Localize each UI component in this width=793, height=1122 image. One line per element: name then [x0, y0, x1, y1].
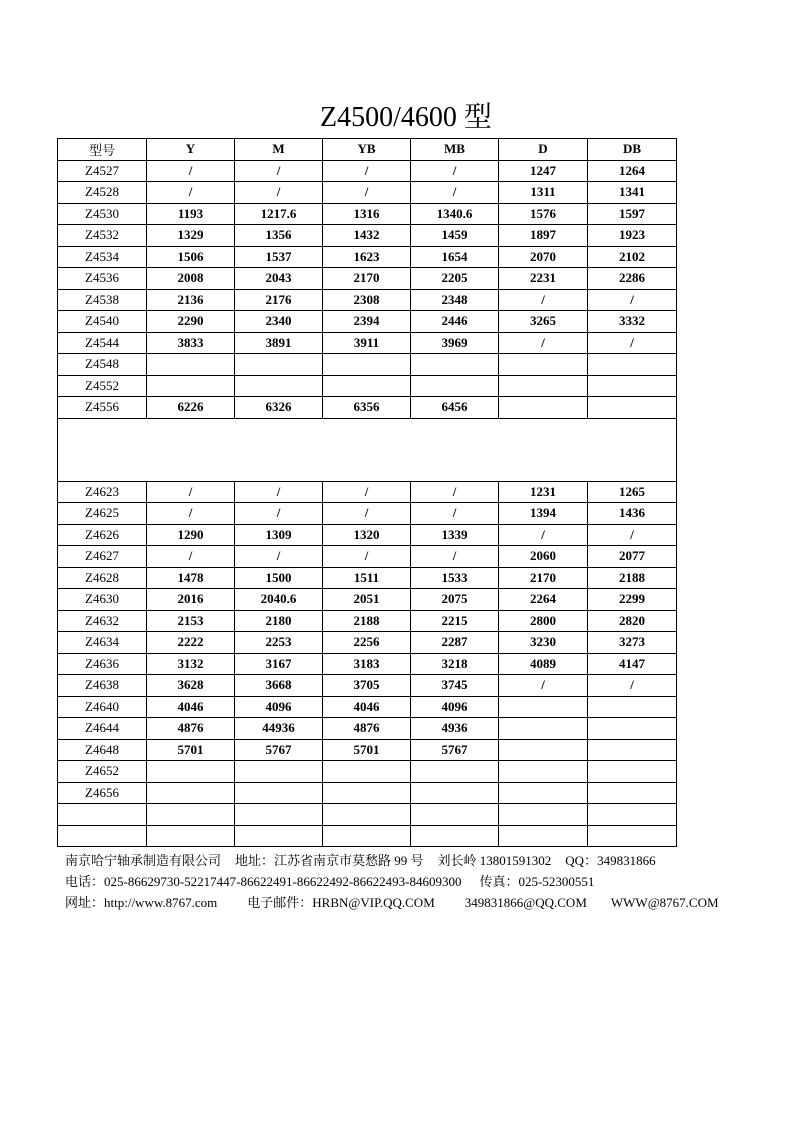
price-cell: 4096	[411, 696, 499, 718]
fax-number: 传真：025-52300551	[479, 874, 595, 889]
price-cell: 2051	[323, 589, 411, 611]
price-cell: 1897	[499, 225, 588, 247]
model-cell: Z4528	[58, 182, 147, 204]
model-cell: Z4638	[58, 675, 147, 697]
footer	[65, 850, 719, 913]
price-cell: /	[147, 481, 235, 503]
price-cell	[411, 354, 499, 376]
price-cell: 1623	[323, 246, 411, 268]
price-cell	[588, 804, 677, 826]
price-cell: 2287	[411, 632, 499, 654]
model-cell: Z4538	[58, 289, 147, 311]
price-cell: 2340	[235, 311, 323, 333]
table-row	[58, 481, 677, 503]
table-row	[58, 610, 677, 632]
price-cell: 4096	[235, 696, 323, 718]
price-cell	[499, 782, 588, 804]
price-cell: 6326	[235, 397, 323, 419]
price-cell: 3183	[323, 653, 411, 675]
model-cell: Z4648	[58, 739, 147, 761]
model-cell: Z4623	[58, 481, 147, 503]
price-cell	[588, 718, 677, 740]
price-cell	[588, 696, 677, 718]
price-cell	[588, 782, 677, 804]
price-cell: 1320	[323, 524, 411, 546]
model-cell: Z4536	[58, 268, 147, 290]
column-header: 型号	[58, 139, 147, 161]
price-cell: /	[499, 289, 588, 311]
qq-number: QQ：349831866	[565, 853, 656, 868]
price-cell	[235, 761, 323, 783]
price-cell: 3911	[323, 332, 411, 354]
price-cell: /	[235, 546, 323, 568]
price-cell: 1459	[411, 225, 499, 247]
price-cell: 2348	[411, 289, 499, 311]
price-cell: /	[588, 289, 677, 311]
company-address: 地址：江苏省南京市莫愁路 99 号	[235, 853, 424, 868]
model-cell: Z4540	[58, 311, 147, 333]
table-row	[58, 160, 677, 182]
price-cell: 1500	[235, 567, 323, 589]
price-cell: /	[323, 503, 411, 525]
price-cell	[499, 761, 588, 783]
price-cell: 6356	[323, 397, 411, 419]
price-cell: 4876	[147, 718, 235, 740]
price-cell: 1247	[499, 160, 588, 182]
model-cell: Z4548	[58, 354, 147, 376]
price-cell	[323, 825, 411, 847]
price-cell: 1511	[323, 567, 411, 589]
model-cell: Z4630	[58, 589, 147, 611]
price-cell	[588, 375, 677, 397]
model-cell: Z4652	[58, 761, 147, 783]
model-cell: Z4556	[58, 397, 147, 419]
price-cell: /	[235, 481, 323, 503]
phone-numbers: 电话：025-86629730-52217447-86622491-86622492-86622493-84609300	[65, 874, 462, 889]
price-cell: 1341	[588, 182, 677, 204]
model-cell: Z4640	[58, 696, 147, 718]
model-cell: Z4634	[58, 632, 147, 654]
table-row	[58, 782, 677, 804]
price-cell: 5701	[323, 739, 411, 761]
price-cell: 3628	[147, 675, 235, 697]
price-cell: 3668	[235, 675, 323, 697]
price-cell: 3705	[323, 675, 411, 697]
price-cell: 1533	[411, 567, 499, 589]
model-cell: Z4636	[58, 653, 147, 675]
price-cell: 2286	[588, 268, 677, 290]
price-cell	[323, 804, 411, 826]
price-cell	[235, 825, 323, 847]
price-cell: 4046	[323, 696, 411, 718]
price-cell: 4046	[147, 696, 235, 718]
price-cell: 1329	[147, 225, 235, 247]
price-cell: 1231	[499, 481, 588, 503]
price-cell	[588, 825, 677, 847]
table-row	[58, 589, 677, 611]
model-cell: Z4532	[58, 225, 147, 247]
price-cell	[499, 354, 588, 376]
price-cell	[411, 761, 499, 783]
table-row	[58, 311, 677, 333]
price-cell	[499, 804, 588, 826]
price-cell: 1576	[499, 203, 588, 225]
table-row	[58, 546, 677, 568]
price-cell: 2153	[147, 610, 235, 632]
price-cell	[235, 375, 323, 397]
price-cell: 2188	[323, 610, 411, 632]
price-cell: 2394	[323, 311, 411, 333]
price-cell	[499, 718, 588, 740]
table-row	[58, 804, 677, 826]
price-cell	[588, 397, 677, 419]
model-cell	[58, 825, 147, 847]
table-row	[58, 718, 677, 740]
table-row	[58, 268, 677, 290]
model-cell: Z4527	[58, 160, 147, 182]
model-cell: Z4626	[58, 524, 147, 546]
table-row	[58, 739, 677, 761]
price-cell: 2205	[411, 268, 499, 290]
price-cell	[499, 739, 588, 761]
price-cell: 1290	[147, 524, 235, 546]
price-cell: 3218	[411, 653, 499, 675]
price-cell: 3230	[499, 632, 588, 654]
price-cell: 2075	[411, 589, 499, 611]
page-title: Z4500/4600 型	[320, 102, 492, 133]
price-cell: 3167	[235, 653, 323, 675]
price-cell: 3273	[588, 632, 677, 654]
price-cell	[411, 804, 499, 826]
table-row	[58, 225, 677, 247]
table-row	[58, 203, 677, 225]
price-cell	[235, 782, 323, 804]
separator-cell	[58, 418, 677, 481]
price-cell: 5701	[147, 739, 235, 761]
price-cell: /	[323, 160, 411, 182]
table-row	[58, 653, 677, 675]
price-cell: 2170	[323, 268, 411, 290]
price-cell: 2176	[235, 289, 323, 311]
price-cell: 2800	[499, 610, 588, 632]
column-header: YB	[323, 139, 411, 161]
price-cell: 2290	[147, 311, 235, 333]
price-cell: /	[323, 481, 411, 503]
price-cell: 3132	[147, 653, 235, 675]
model-cell: Z4627	[58, 546, 147, 568]
price-cell: 1356	[235, 225, 323, 247]
table-row	[58, 524, 677, 546]
price-cell: 2043	[235, 268, 323, 290]
table-row	[58, 397, 677, 419]
price-cell	[588, 761, 677, 783]
price-cell	[235, 804, 323, 826]
table-row	[58, 375, 677, 397]
price-cell: /	[411, 481, 499, 503]
price-cell	[411, 375, 499, 397]
column-header: Y	[147, 139, 235, 161]
table-row	[58, 503, 677, 525]
price-cell: 3969	[411, 332, 499, 354]
contact-person: 刘长岭 13801591302	[437, 853, 552, 868]
price-cell: 1217.6	[235, 203, 323, 225]
model-cell: Z4632	[58, 610, 147, 632]
price-cell	[588, 354, 677, 376]
price-cell: 2308	[323, 289, 411, 311]
table-row	[58, 825, 677, 847]
price-cell	[147, 782, 235, 804]
price-cell	[147, 825, 235, 847]
price-cell: 2060	[499, 546, 588, 568]
table-row	[58, 354, 677, 376]
price-cell: 3332	[588, 311, 677, 333]
price-cell: 1340.6	[411, 203, 499, 225]
price-cell: 3265	[499, 311, 588, 333]
price-cell: /	[147, 503, 235, 525]
email-primary[interactable]: 电子邮件：HRBN@VIP.QQ.COM	[247, 895, 435, 910]
price-cell: 1394	[499, 503, 588, 525]
model-cell: Z4544	[58, 332, 147, 354]
model-cell: Z4552	[58, 375, 147, 397]
price-cell: /	[147, 182, 235, 204]
price-cell: /	[588, 332, 677, 354]
price-cell: /	[147, 160, 235, 182]
website[interactable]: 网址：http://www.8767.com	[65, 895, 218, 910]
price-cell: 2222	[147, 632, 235, 654]
model-cell: Z4625	[58, 503, 147, 525]
model-cell	[58, 804, 147, 826]
price-cell: 6226	[147, 397, 235, 419]
price-cell: 1923	[588, 225, 677, 247]
price-cell: /	[147, 546, 235, 568]
price-cell: 2231	[499, 268, 588, 290]
price-cell: /	[499, 675, 588, 697]
price-cell	[323, 375, 411, 397]
company-name: 南京哈宁轴承制造有限公司	[65, 853, 222, 868]
footer-line-2	[65, 871, 719, 892]
price-cell: 2264	[499, 589, 588, 611]
price-cell: /	[411, 546, 499, 568]
price-cell: /	[235, 182, 323, 204]
footer-line-3	[65, 892, 719, 913]
price-cell: 2102	[588, 246, 677, 268]
model-cell: Z4644	[58, 718, 147, 740]
column-header: M	[235, 139, 323, 161]
price-cell: /	[588, 675, 677, 697]
price-cell	[147, 375, 235, 397]
price-cell	[411, 825, 499, 847]
model-cell: Z4628	[58, 567, 147, 589]
price-cell: 2077	[588, 546, 677, 568]
price-cell: 3891	[235, 332, 323, 354]
price-cell: 1193	[147, 203, 235, 225]
model-cell: Z4534	[58, 246, 147, 268]
price-cell: 2215	[411, 610, 499, 632]
price-cell: 1265	[588, 481, 677, 503]
model-cell: Z4656	[58, 782, 147, 804]
price-cell: 2070	[499, 246, 588, 268]
price-cell: /	[588, 524, 677, 546]
price-cell: 1654	[411, 246, 499, 268]
footer-line-1	[65, 850, 719, 871]
column-header: DB	[588, 139, 677, 161]
price-cell: 4089	[499, 653, 588, 675]
price-cell: 1597	[588, 203, 677, 225]
price-cell: /	[235, 160, 323, 182]
column-header: MB	[411, 139, 499, 161]
price-cell: 44936	[235, 718, 323, 740]
price-cell: /	[323, 182, 411, 204]
price-cell	[147, 354, 235, 376]
price-cell: 1478	[147, 567, 235, 589]
price-cell: 1309	[235, 524, 323, 546]
price-cell: /	[499, 332, 588, 354]
table-row	[58, 246, 677, 268]
price-cell: 2008	[147, 268, 235, 290]
price-cell: /	[499, 524, 588, 546]
price-cell: 1432	[323, 225, 411, 247]
price-cell: 2446	[411, 311, 499, 333]
price-cell: 1436	[588, 503, 677, 525]
price-cell: 3833	[147, 332, 235, 354]
price-cell: 4147	[588, 653, 677, 675]
price-cell: 6456	[411, 397, 499, 419]
price-cell: /	[411, 182, 499, 204]
price-cell: 1537	[235, 246, 323, 268]
price-cell: 1339	[411, 524, 499, 546]
price-cell	[235, 354, 323, 376]
price-cell: /	[235, 503, 323, 525]
price-cell: 3745	[411, 675, 499, 697]
price-cell	[499, 375, 588, 397]
price-table	[57, 138, 677, 847]
table-row	[58, 567, 677, 589]
price-cell	[499, 397, 588, 419]
price-cell	[323, 782, 411, 804]
price-cell	[411, 782, 499, 804]
price-cell: 1506	[147, 246, 235, 268]
price-cell: 2299	[588, 589, 677, 611]
price-cell: 2253	[235, 632, 323, 654]
price-cell: 4876	[323, 718, 411, 740]
model-cell: Z4530	[58, 203, 147, 225]
table-row	[58, 761, 677, 783]
price-cell: 5767	[411, 739, 499, 761]
table-row	[58, 696, 677, 718]
price-cell	[323, 354, 411, 376]
price-cell: 4936	[411, 718, 499, 740]
price-cell: 2188	[588, 567, 677, 589]
series-separator-row	[58, 418, 677, 481]
table-row	[58, 675, 677, 697]
table-row	[58, 289, 677, 311]
price-cell: /	[411, 503, 499, 525]
price-cell	[499, 696, 588, 718]
table-row	[58, 332, 677, 354]
price-cell: 1264	[588, 160, 677, 182]
header-row	[58, 139, 677, 161]
column-header: D	[499, 139, 588, 161]
price-cell	[323, 761, 411, 783]
email-tertiary[interactable]: WWW@8767.COM	[610, 895, 719, 910]
table-row	[58, 632, 677, 654]
price-cell: 2170	[499, 567, 588, 589]
email-secondary[interactable]: 349831866@QQ.COM	[464, 895, 587, 910]
price-cell: 2016	[147, 589, 235, 611]
price-cell: /	[323, 546, 411, 568]
price-cell: 2820	[588, 610, 677, 632]
price-cell: 5767	[235, 739, 323, 761]
price-cell: 2040.6	[235, 589, 323, 611]
price-cell: 1316	[323, 203, 411, 225]
price-cell: /	[411, 160, 499, 182]
price-cell	[147, 761, 235, 783]
price-cell: 2256	[323, 632, 411, 654]
price-cell	[147, 804, 235, 826]
price-cell: 1311	[499, 182, 588, 204]
price-cell	[588, 739, 677, 761]
price-cell: 2136	[147, 289, 235, 311]
price-cell	[499, 825, 588, 847]
table-row	[58, 182, 677, 204]
price-cell: 2180	[235, 610, 323, 632]
